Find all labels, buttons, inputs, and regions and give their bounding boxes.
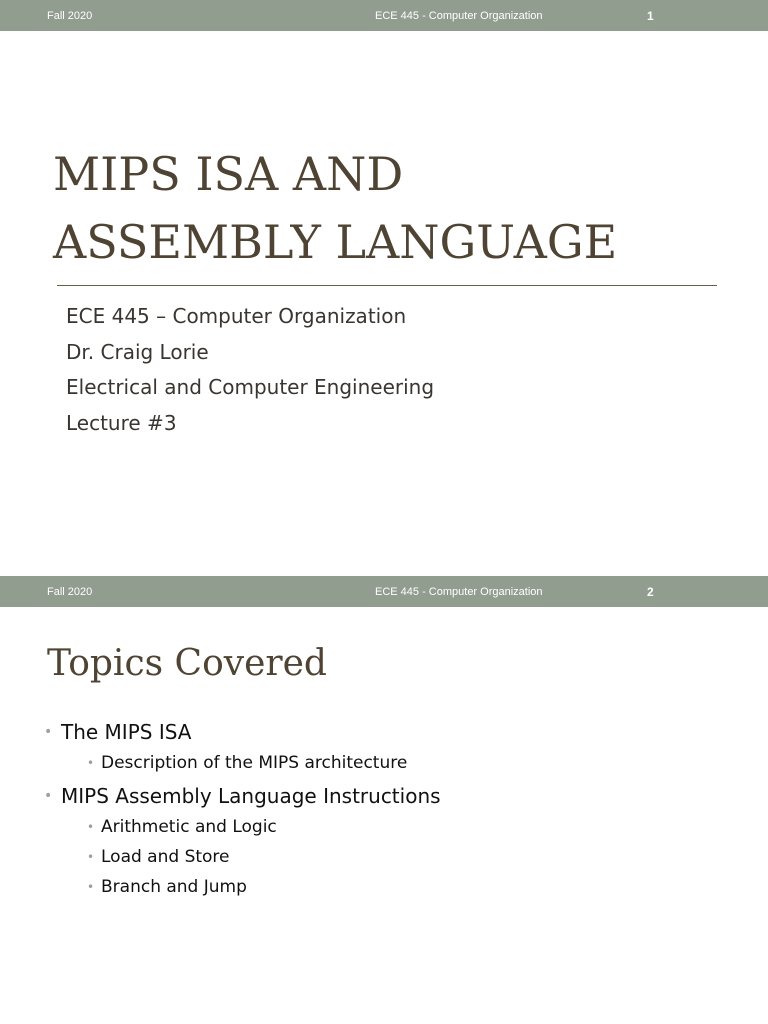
- sub-bullet-text: Load and Store: [101, 847, 230, 867]
- slide-title: [53, 140, 617, 276]
- bullet-dot-icon: •: [87, 756, 95, 770]
- header-course: ECE 445 - Computer Organization: [375, 10, 543, 22]
- header-term: Fall 2020: [47, 10, 93, 22]
- bullet-dot-icon: •: [87, 880, 95, 894]
- subtitle-line: Dr. Craig Lorie: [66, 339, 209, 364]
- slide-number: 2: [647, 585, 654, 599]
- header-course: ECE 445 - Computer Organization: [375, 586, 543, 598]
- bullet-text: The MIPS ISA: [61, 720, 192, 744]
- bullet-dot-icon: •: [44, 724, 53, 740]
- sub-bullet-list: [61, 812, 441, 904]
- header-term: Fall 2020: [47, 586, 93, 598]
- bullet-dot-icon: •: [87, 820, 95, 834]
- subtitle-line: ECE 445 – Computer Organization: [66, 304, 407, 328]
- sub-bullet-text: Branch and Jump: [101, 877, 247, 897]
- title-line: MIPS ISA AND: [53, 147, 404, 201]
- sub-bullet-item: [71, 872, 441, 902]
- bullet-list: [44, 716, 441, 904]
- sub-bullet-item: [71, 812, 441, 842]
- subtitle-line: Lecture #3: [66, 410, 177, 435]
- sub-bullet-list: [61, 748, 441, 780]
- bullet-text: MIPS Assembly Language Instructions: [61, 784, 441, 808]
- slide-number: 1: [647, 9, 654, 23]
- subtitle-line: Electrical and Computer Engineering: [66, 375, 435, 399]
- slide-header: [0, 0, 768, 31]
- sub-bullet-text: Arithmetic and Logic: [101, 817, 277, 837]
- bullet-dot-icon: •: [87, 850, 95, 864]
- title-line: ASSEMBLY LANGUAGE: [53, 215, 618, 269]
- sub-bullet-item: [71, 748, 441, 778]
- slide-title: Topics Covered: [47, 643, 327, 684]
- subtitle-list: [66, 299, 434, 441]
- sub-bullet-item: [71, 842, 441, 872]
- bullet-item: [44, 716, 441, 780]
- sub-bullet-text: Description of the MIPS architecture: [101, 753, 408, 773]
- slide-2: [0, 576, 768, 1024]
- title-divider: [57, 285, 717, 286]
- bullet-item: [44, 780, 441, 904]
- bullet-dot-icon: •: [44, 788, 53, 804]
- slide-header: [0, 576, 768, 607]
